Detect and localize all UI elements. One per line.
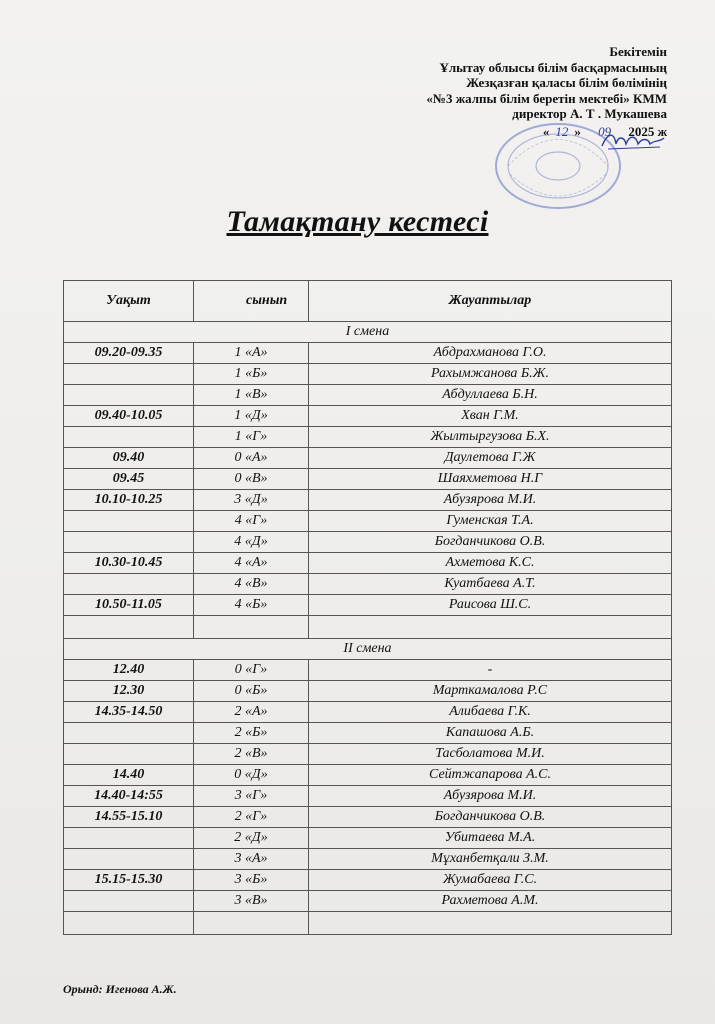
responsible-cell: Богданчикова О.В. [309, 532, 672, 553]
responsible-cell: Капашова А.Б. [309, 723, 672, 744]
approval-line-1: Бекітемін [609, 44, 667, 59]
table-row [64, 765, 672, 786]
table-row [64, 427, 672, 448]
table-row [64, 469, 672, 490]
responsible-cell: Богданчикова О.В. [309, 807, 672, 828]
class-cell: 4 «А» [194, 553, 309, 574]
shift-2-label: II смена [64, 639, 672, 660]
responsible-cell: Убитаева М.А. [309, 828, 672, 849]
approval-line-2: Ұлытау облысы білім басқармасының [439, 59, 667, 75]
class-cell: 0 «Г» [194, 660, 309, 681]
time-cell [64, 828, 194, 849]
table-row [64, 532, 672, 553]
time-cell: 15.15-15.30 [64, 870, 194, 891]
date-month: 09 [598, 123, 612, 139]
table-row [64, 574, 672, 595]
table-row [64, 870, 672, 891]
class-cell: 1 «А» [194, 343, 309, 364]
document-title: Тамақтану кестесі [226, 205, 489, 238]
class-cell: 1 «Б» [194, 364, 309, 385]
responsible-cell: Абдуллаева Б.Н. [309, 385, 672, 406]
responsible-cell: Куатбаева А.Т. [309, 574, 672, 595]
responsible-cell: Жылтыргузова Б.Х. [309, 427, 672, 448]
time-cell: 10.50-11.05 [64, 595, 194, 616]
time-cell [64, 574, 194, 595]
table-row [64, 828, 672, 849]
empty-cell [194, 912, 309, 935]
director-signature [598, 130, 668, 152]
responsible-cell: Даулетова Г.Ж [309, 448, 672, 469]
time-cell [64, 891, 194, 912]
responsible-cell: Раисова Ш.С. [309, 595, 672, 616]
table-row [64, 807, 672, 828]
approval-line-3: Жезқазған қаласы білім бөлімінің [466, 75, 667, 90]
time-cell: 09.20-09.35 [64, 343, 194, 364]
class-cell: 0 «В» [194, 469, 309, 490]
class-cell: 2 «Д» [194, 828, 309, 849]
responsible-cell: Марткамалова Р.С [309, 681, 672, 702]
class-cell: 3 «В» [194, 891, 309, 912]
time-cell [64, 849, 194, 870]
responsible-cell: Тасболатова М.И. [309, 744, 672, 765]
responsible-cell: Алибаева Г.К. [309, 702, 672, 723]
table-header-row [64, 281, 672, 322]
responsible-cell: Абдрахманова Г.О. [309, 343, 672, 364]
responsible-cell: - [309, 660, 672, 681]
class-cell: 2 «Б» [194, 723, 309, 744]
empty-cell [194, 616, 309, 639]
table-row [64, 723, 672, 744]
empty-row [64, 616, 672, 639]
class-cell: 1 «Д» [194, 406, 309, 427]
shift-row [64, 639, 672, 660]
time-cell: 14.55-15.10 [64, 807, 194, 828]
time-cell [64, 427, 194, 448]
class-cell: 1 «Г» [194, 427, 309, 448]
empty-cell [64, 616, 194, 639]
time-cell: 10.10-10.25 [64, 490, 194, 511]
time-cell [64, 723, 194, 744]
class-cell: 3 «Б» [194, 870, 309, 891]
time-cell: 10.30-10.45 [64, 553, 194, 574]
table-row [64, 786, 672, 807]
empty-cell [64, 912, 194, 935]
responsible-cell: Хван Г.М. [309, 406, 672, 427]
time-cell: 14.35-14.50 [64, 702, 194, 723]
responsible-cell: Рахымжанова Б.Ж. [309, 364, 672, 385]
time-cell: 14.40-14:55 [64, 786, 194, 807]
shift-row [64, 322, 672, 343]
time-cell: 09.40 [64, 448, 194, 469]
responsible-cell: Мұханбетқали З.М. [309, 849, 672, 870]
responsible-cell: Абузярова М.И. [309, 786, 672, 807]
approval-date: « 12 » 09 2025 ж [542, 123, 667, 139]
class-cell: 3 «А» [194, 849, 309, 870]
class-cell: 2 «А» [194, 702, 309, 723]
header-responsible: Жауаптылар [309, 281, 672, 322]
table-row [64, 681, 672, 702]
class-cell: 2 «В» [194, 744, 309, 765]
empty-cell [309, 616, 672, 639]
time-cell: 12.40 [64, 660, 194, 681]
header-class: сынып [194, 281, 309, 322]
class-cell: 4 «Г» [194, 511, 309, 532]
header-time: Уақыт [64, 281, 194, 322]
approval-line-5: директор А. Т . Мукашева [512, 106, 667, 121]
table-row [64, 553, 672, 574]
table-row [64, 490, 672, 511]
responsible-cell: Сейтжапарова А.С. [309, 765, 672, 786]
responsible-cell: Шаяхметова Н.Г [309, 469, 672, 490]
time-cell [64, 744, 194, 765]
class-cell: 4 «Д» [194, 532, 309, 553]
class-cell: 0 «Д» [194, 765, 309, 786]
table-row [64, 406, 672, 427]
class-cell: 1 «В» [194, 385, 309, 406]
class-cell: 4 «Б» [194, 595, 309, 616]
meal-schedule-table [63, 280, 672, 935]
class-cell: 0 «Б» [194, 681, 309, 702]
table-row [64, 385, 672, 406]
class-cell: 3 «Д» [194, 490, 309, 511]
empty-row [64, 912, 672, 935]
table-row [64, 744, 672, 765]
table-row [64, 891, 672, 912]
responsible-cell: Ахметова К.С. [309, 553, 672, 574]
date-year: 2025 ж [628, 123, 667, 139]
time-cell: 12.30 [64, 681, 194, 702]
table-row [64, 511, 672, 532]
table-row [64, 660, 672, 681]
time-cell [64, 511, 194, 532]
time-cell: 09.40-10.05 [64, 406, 194, 427]
class-cell: 4 «В» [194, 574, 309, 595]
time-cell [64, 364, 194, 385]
responsible-cell: Рахметова А.М. [309, 891, 672, 912]
time-cell: 14.40 [64, 765, 194, 786]
date-day: 12 [555, 123, 569, 139]
time-cell: 09.45 [64, 469, 194, 490]
class-cell: 2 «Г» [194, 807, 309, 828]
shift-1-label: I смена [64, 322, 672, 343]
table-row [64, 343, 672, 364]
prepared-by: Орынд: Игенова А.Ж. [63, 982, 177, 996]
approval-line-4: «№3 жалпы білім беретін мектебі» КММ [426, 90, 667, 106]
table-row [64, 448, 672, 469]
table-row [64, 595, 672, 616]
responsible-cell: Гуменская Т.А. [309, 511, 672, 532]
time-cell [64, 532, 194, 553]
time-cell [64, 385, 194, 406]
responsible-cell: Абузярова М.И. [309, 490, 672, 511]
table-row [64, 702, 672, 723]
responsible-cell: Жумабаева Г.С. [309, 870, 672, 891]
class-cell: 3 «Г» [194, 786, 309, 807]
table-row [64, 364, 672, 385]
table-row [64, 849, 672, 870]
empty-cell [309, 912, 672, 935]
class-cell: 0 «А» [194, 448, 309, 469]
